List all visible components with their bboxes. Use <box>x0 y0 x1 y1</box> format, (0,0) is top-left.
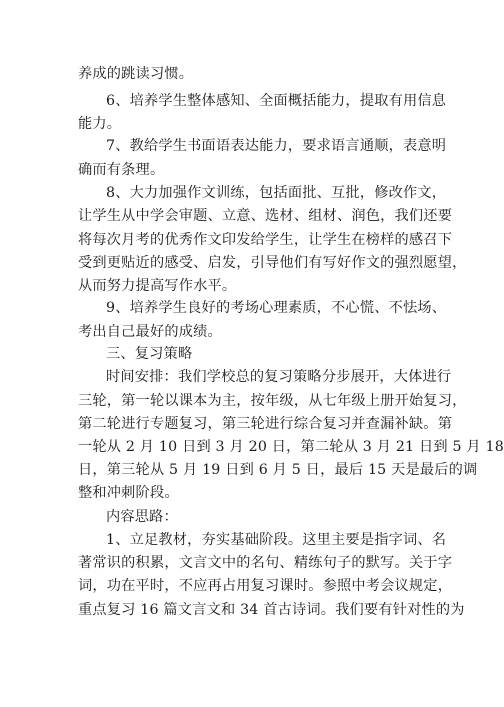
text-line: 第二轮进行专题复习，第三轮进行综合复习并查漏补缺。第 <box>78 416 453 432</box>
text-line: 三轮，第一轮以课本为主，按年级，从七年级上册开始复习， <box>78 393 467 409</box>
text-line: 6、培养学生整体感知、全面概括能力，提取有用信息 <box>106 93 447 109</box>
text-line: 9、培养学生良好的考场心理素质，不心慌、不怯场、 <box>106 300 447 316</box>
text-line: 将每次月考的优秀作文印发给学生，让学生在榜样的感召下 <box>78 232 453 248</box>
text-line: 能力。 <box>78 116 122 132</box>
text-line: 让学生从中学会审题、立意、选材、组材、润色，我们还要 <box>78 208 453 224</box>
text-line: 养成的跳读习惯。 <box>78 66 194 82</box>
text-line: 7、教给学生书面语表达能力，要求语言通顺，表意明 <box>106 138 447 154</box>
text-line: 1、立足教材，夯实基础阶段。这里主要是指字词、名 <box>106 532 447 548</box>
text-line: 考出自己最好的成绩。 <box>78 324 222 340</box>
text-line: 内容思路： <box>106 509 178 525</box>
section-heading: 三、复习策略 <box>106 346 193 362</box>
text-line: 确而有条理。 <box>78 162 165 178</box>
text-line: 词，功在平时，不应再占用复习课时。参照中考会议规定， <box>78 578 453 594</box>
text-line: 一轮从 2 月 10 日到 3 月 20 日，第二轮从 3 月 21 日到 5 月 18 <box>78 439 504 455</box>
text-line: 著常识的积累，文言文中的名句、精练句子的默写。关于字 <box>78 555 453 571</box>
text-line: 从而努力提高写作水平。 <box>78 278 237 294</box>
text-line: 时间安排：我们学校总的复习策略分步展开，大体进行 <box>106 369 452 385</box>
text-line: 整和冲刺阶段。 <box>78 485 179 501</box>
text-line: 8、大力加强作文训练，包括面批、互批，修改作文， <box>106 185 447 201</box>
text-line: 受到更贴近的感受、启发，引导他们有写好作文的强烈愿望， <box>78 255 467 271</box>
text-line: 重点复习 16 篇文言文和 34 首古诗词。我们要有针对性的为 <box>78 602 465 618</box>
text-line: 日，第三轮从 5 月 19 日到 6 月 5 日，最后 15 天是最后的调 <box>78 462 478 478</box>
